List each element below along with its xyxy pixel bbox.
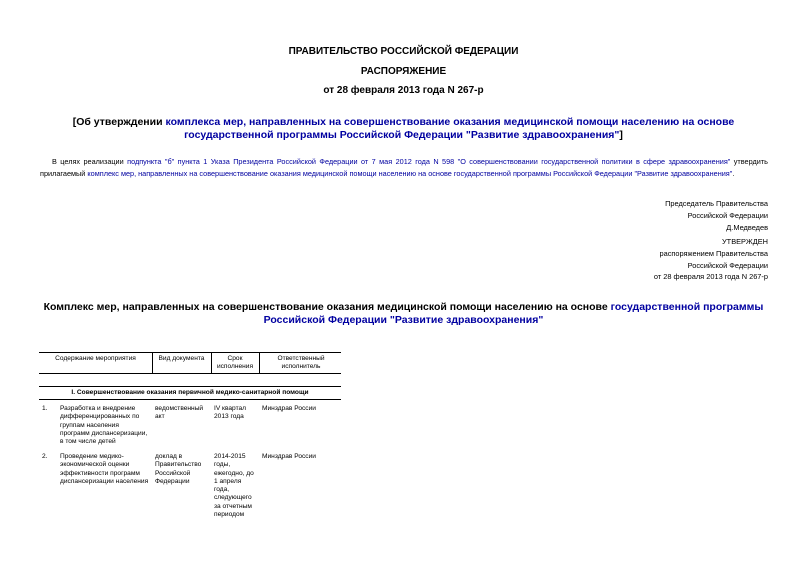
paragraph-end: . (732, 168, 735, 178)
row-executor: Минздрав России (262, 453, 316, 460)
measures-link[interactable]: комплекс мер, направленных на совершенствование оказания медицинской помощи населению на основе государственной программы Российской Федерации "Развитие здравоохранения" (87, 168, 733, 178)
body-paragraph (40, 156, 768, 179)
approval-country: Российской Федерации (687, 260, 768, 270)
section-title-text: Комплекс мер, направленных на совершенствование оказания медицинской помощи населению на основе (43, 301, 611, 313)
row-number: 2. (42, 453, 48, 460)
paragraph-middle: утвердить прилагаемый (40, 157, 768, 178)
government-name: ПРАВИТЕЛЬСТВО РОССИЙСКОЙ ФЕДЕРАЦИИ (288, 46, 519, 57)
header-doc-type: Вид документа (158, 355, 205, 362)
row-content: Проведение медико-экономической оценки эффективности программ диспансеризации населения (60, 453, 149, 485)
section-heading: I. Совершенствование оказания первичной медико-санитарной помощи (71, 389, 309, 396)
title-prefix: [Об утверждении (72, 116, 166, 128)
signature-name: Д.Медведев (726, 222, 768, 232)
row-doc-type: ведомственный акт (155, 405, 204, 421)
section-divider (39, 399, 341, 400)
header-content: Содержание мероприятия (55, 355, 136, 362)
program-link[interactable]: государственной программы Российской Федерации "Развитие здравоохранения" (263, 301, 764, 326)
document-date-number: от 28 февраля 2013 года N 267-р (323, 85, 484, 96)
signature-country: Российской Федерации (687, 210, 768, 220)
header-executor: Ответственный исполнитель (277, 355, 325, 371)
document-type: РАСПОРЯЖЕНИЕ (360, 66, 447, 77)
table-header-border (39, 386, 341, 387)
row-doc-type: доклад в Правительство Российской Федерации (155, 453, 202, 485)
document-title (40, 116, 767, 142)
row-executor: Минздрав России (262, 405, 316, 412)
row-term: IV квартал 2013 года (214, 405, 247, 421)
title-link[interactable]: комплекса мер, направленных на совершенствование оказания медицинской помощи населению на основе государственной программы Российской Федерации "Развитие здравоохранения" (165, 116, 735, 141)
table-top-border (39, 352, 341, 353)
signature-block (665, 198, 768, 233)
header-term: Срок исполнения (216, 355, 254, 371)
approval-order: распоряжением Правительства (659, 248, 768, 258)
column-divider (211, 352, 212, 373)
column-divider (259, 352, 260, 373)
approval-heading: УТВЕРЖДЕН (721, 237, 768, 246)
row-content: Разработка и внедрение дифференцированных по группам населения программ диспансеризации, в том числе детей (60, 405, 148, 446)
signature-position: Председатель Правительства (665, 199, 768, 208)
decree-link[interactable]: подпункта "б" пункта 1 Указа Президента Российской Федерации от 7 мая 2012 года N 598 "О совершенствовании государственной политики в сфере здравоохранения" (127, 157, 731, 166)
row-number: 1. (42, 405, 48, 412)
approval-date: от 28 февраля 2013 года N 267-р (653, 272, 768, 282)
approval-block (654, 236, 768, 283)
row-term: 2014-2015 годы, ежегодно, до 1 апреля года, следующего за отчетным периодом (214, 453, 254, 519)
paragraph-start: В целях реализации (52, 157, 128, 166)
section-title (30, 301, 777, 327)
title-suffix: ] (619, 129, 623, 141)
table-header-border (39, 373, 341, 374)
